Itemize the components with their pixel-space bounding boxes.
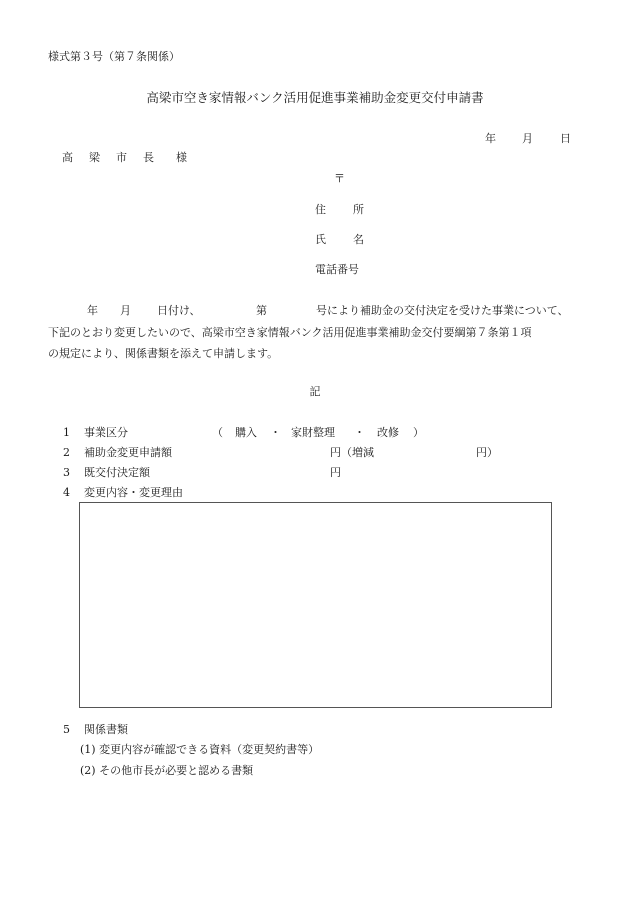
change-reason-box[interactable]	[79, 502, 552, 708]
item-label: 補助金変更申請額	[84, 446, 172, 459]
item-label: 既交付決定額	[84, 466, 150, 479]
body-line1-rest: 号により補助金の交付決定を受けた事業について、	[316, 304, 569, 317]
addressee-honorific: 様	[176, 151, 187, 164]
body-line2: 下記のとおり変更したいので、高梁市空き家情報バンク活用促進事業補助金交付要綱第７条第１項	[48, 326, 532, 339]
paren-close: ）	[413, 426, 424, 439]
separator-dot: ・	[354, 426, 365, 439]
option-purchase: 購入	[235, 426, 257, 439]
yen-label: 円	[330, 466, 341, 479]
phone-label: 電話番号	[315, 263, 359, 276]
addressee-char: 長	[143, 151, 154, 164]
name-label-char: 名	[353, 233, 364, 246]
document-item: (2) その他市長が必要と認める書類	[80, 764, 254, 777]
addressee-char: 高	[62, 151, 73, 164]
item-number: 1	[63, 426, 70, 439]
yen-close-label: 円）	[476, 446, 498, 459]
postal-mark: 〒	[334, 172, 345, 185]
item-number: 2	[63, 446, 70, 459]
addressee-char: 梁	[89, 151, 100, 164]
item-number: 4	[63, 486, 70, 499]
item-number: 5	[63, 723, 70, 736]
item-label: 関係書類	[84, 723, 128, 736]
date-year-label: 年	[485, 132, 496, 145]
document-item: (1) 変更内容が確認できる資料（変更契約書等）	[80, 743, 320, 756]
body-line3: の規定により、関係書類を添えて申請します。	[48, 347, 279, 360]
item-label: 事業区分	[84, 426, 128, 439]
address-label-char: 住	[315, 203, 326, 216]
address-label-char: 所	[353, 203, 364, 216]
body-dai: 第	[256, 304, 267, 317]
name-label-char: 氏	[315, 233, 326, 246]
option-renovation: 改修	[377, 426, 399, 439]
body-month: 月	[120, 304, 131, 317]
date-month-label: 月	[522, 132, 533, 145]
ki-heading: 記	[309, 385, 321, 398]
date-day-label: 日	[560, 132, 571, 145]
body-day: 日付け、	[157, 304, 201, 317]
item-number: 3	[63, 466, 70, 479]
separator-dot: ・	[270, 426, 281, 439]
option-household-goods: 家財整理	[291, 426, 335, 439]
document-title: 高梁市空き家情報バンク活用促進事業補助金変更交付申請書	[146, 90, 484, 105]
yen-increase-label: 円（増減	[330, 446, 374, 459]
body-year: 年	[87, 304, 98, 317]
paren-open: （	[212, 426, 223, 439]
addressee-char: 市	[116, 151, 127, 164]
form-number: 様式第３号（第７条関係）	[48, 50, 180, 63]
item-label: 変更内容・変更理由	[84, 486, 183, 499]
